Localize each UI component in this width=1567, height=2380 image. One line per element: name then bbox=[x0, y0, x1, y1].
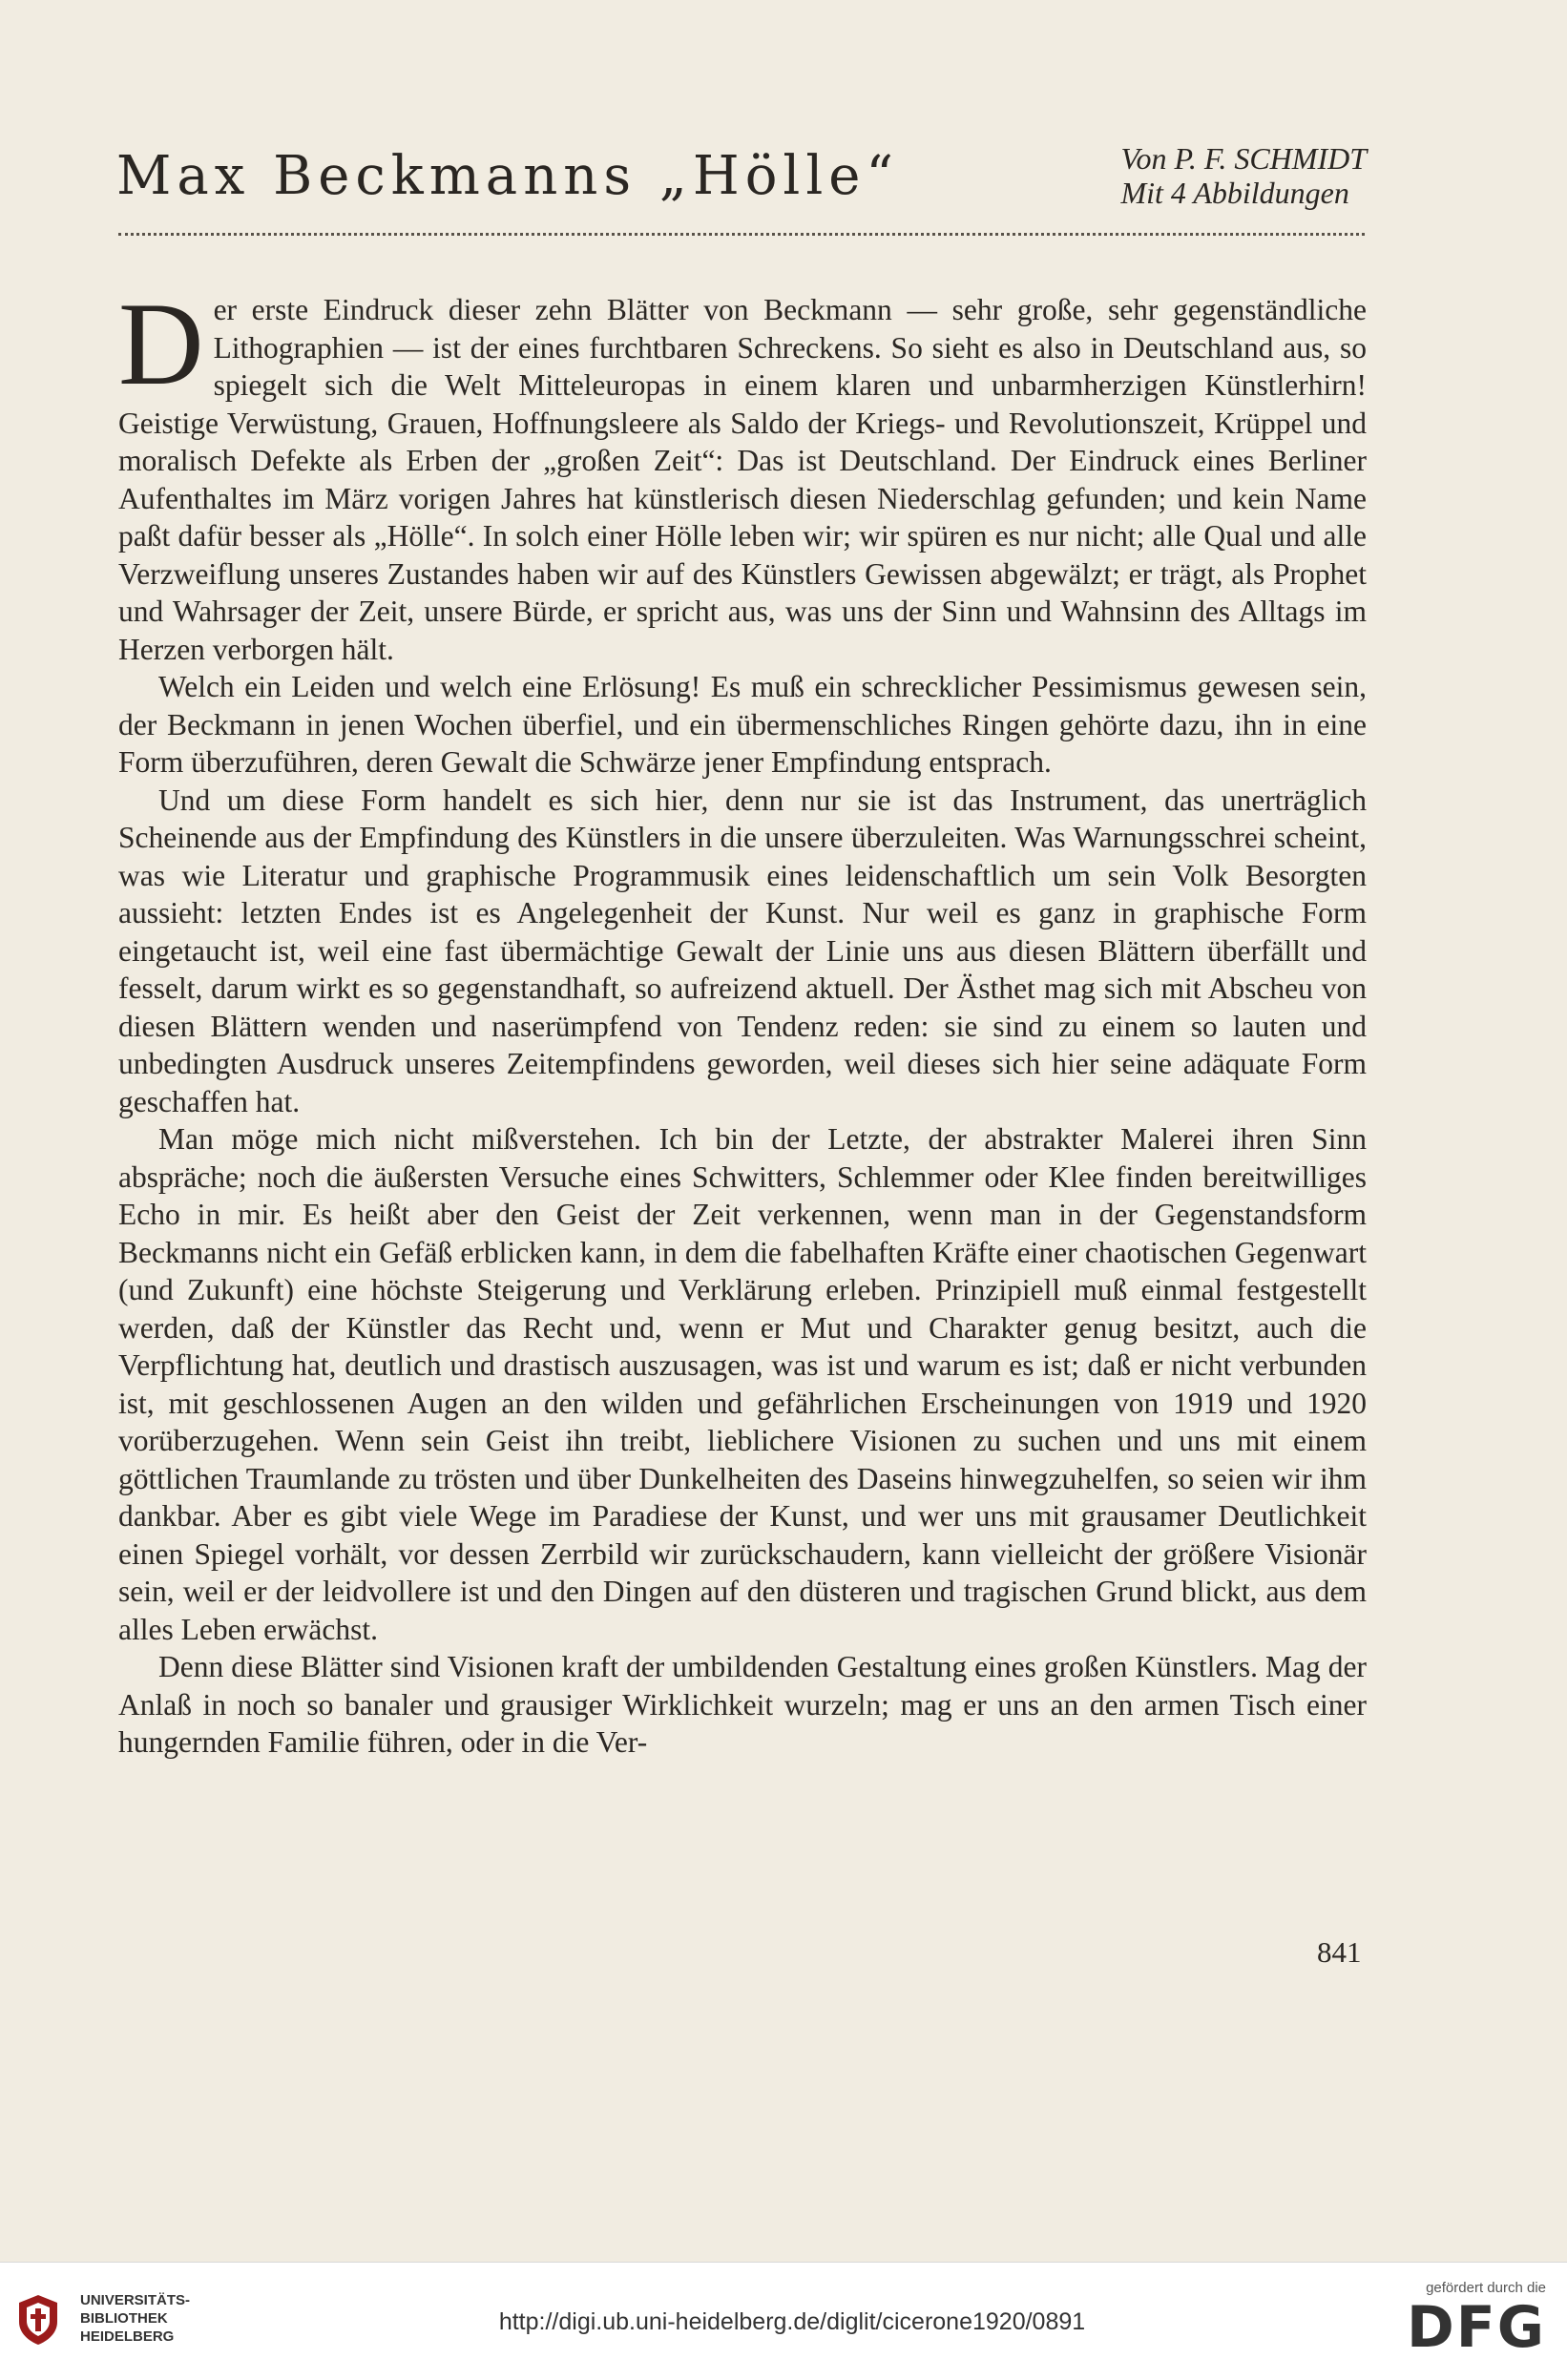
article-title: Max Beckmanns „Hölle“ bbox=[116, 145, 900, 207]
permalink-url[interactable]: http://digi.ub.uni-heidelberg.de/diglit/cicerone1920/0891 bbox=[498, 2308, 1086, 2335]
paragraph-text: er erste Eindruck dieser zehn Blätter von Beckmann — sehr große, sehr gegenständliche Lithographien — ist der eines furchtbaren Schreckens. So sieht es also in Deutschland aus, so spiegelt sich die Welt Mitteleuropas in einem klaren und unbarmherzigen Künstlerhirn! Geistige Verwüstung, Grauen, Hoffnungsleere als Saldo der Kriegs- und Revolutionszeit, Krüppel und moralisch Defekte als Erben der „großen Zeit“: Das ist Deutschland. Der Eindruck eines Berliner Aufenthaltes im März vorigen Jahres hat künstlerisch diesen Niederschlag gefunden; und kein Name paßt dafür besser als „Hölle“. In solch einer Hölle leben wir; wir spüren es nur nicht; alle Qual und alle Verzweiflung unseres Zustandes haben wir auf des Künstlers Gewissen abgewälzt; er trägt, als Prophet und Wahrsager der Zeit, unsere Bürde, er spricht aus, was uns der Sinn und Wahnsinn des Alltags im Herzen verborgen hält. bbox=[118, 293, 1367, 666]
paragraph-2: Welch ein Leiden und welch eine Erlösung! Es muß ein schrecklicher Pessimismus gewesen sein, der Beckmann in jenen Wochen überfiel, und ein übermenschliches Ringen gehörte dazu, ihn in eine Form überzuführen, deren Gewalt die Schwärze jener Empfindung entsprach. bbox=[118, 670, 1367, 779]
page-number: 841 bbox=[1317, 1935, 1362, 1969]
dotted-rule bbox=[118, 233, 1365, 236]
funding-label: gefördert durch die bbox=[1426, 2280, 1546, 2296]
funding-logo[interactable] bbox=[1374, 2280, 1546, 2359]
library-name[interactable]: UNIVERSITÄTS- BIBLIOTHEK HEIDELBERG bbox=[80, 2292, 191, 2345]
library-seal-icon bbox=[15, 2293, 61, 2347]
paragraph-5: Denn diese Blätter sind Visionen kraft der umbildenden Gestaltung eines großen Künstlers. Mag der Anlaß in noch so banaler und grausiger Wirklichkeit wurzeln; mag er uns an den armen Tisch einer hungernden Familie führen, oder in die Ver- bbox=[118, 1650, 1367, 1759]
byline-figures: Mit 4 Abbildungen bbox=[1120, 176, 1349, 210]
article-body bbox=[118, 279, 1367, 1762]
dfg-logo: DFG bbox=[1406, 2294, 1546, 2361]
byline bbox=[1120, 141, 1367, 210]
article-header bbox=[116, 141, 1367, 221]
byline-author: Von P. F. SCHMIDT bbox=[1120, 141, 1367, 176]
paragraph-3: Und um diese Form handelt es sich hier, denn nur sie ist das Instrument, das unerträglich Scheinende aus der Empfindung des Künstlers in die unsere überzuleiten. Was Warnungsschrei scheint, was wie Literatur und graphische Programmusik eines leidenschaftlich um sein Volk Besorgten aussieht: letzten Endes ist es Angelegenheit der Kunst. Nur weil es ganz in graphische Form eingetaucht ist, weil eine fast übermächtige Gewalt der Linie uns aus diesen Blättern überfällt und fesselt, darum wirkt es so gegenstandhaft, so aufreizend aktuell. Der Ästhet mag sich mit Abscheu von diesen Blättern wenden und naserümpfend von Tendenz reden: sie sind zu einem so lauten und unbedingten Ausdruck unseres Zeitempfindens geworden, weil dieses sich hier seine adäquate Form geschaffen hat. bbox=[118, 783, 1367, 1118]
paragraph-1 bbox=[118, 279, 1367, 668]
paragraph-4: Man möge mich nicht mißverstehen. Ich bin der Letzte, der abstrakter Malerei ihren Sinn abspräche; noch die äußersten Versuche eines Schwitters, Schlemmer oder Klee finden bereitwilliges Echo in mir. Es heißt aber den Geist der Zeit verkennen, wenn man in der Gegenstandsform Beckmanns nicht ein Gefäß erblicken kann, in dem die fabelhaften Kräfte einer chaotischen Gegenwart (und Zukunft) eine höchste Steigerung und Verklärung erleben. Prinzipiell muß einmal festgestellt werden, daß der Künstler das Recht und, wenn er Mut und Charakter genug besitzt, auch die Verpflichtung hat, deutlich und drastisch auszusagen, was ist und warum es ist; daß er nicht verbunden ist, mit geschlossenen Augen an den wilden und gefährlichen Erscheinungen von 1919 und 1920 vorüberzugehen. Wenn sein Geist ihn treibt, lieblichere Visionen zu suchen und uns mit einem göttlichen Traumlande zu trösten und über Dunkelheiten des Daseins hinwegzuhelfen, so seien wir ihm dankbar. Aber es gibt viele Wege im Paradiese der Kunst, und wer uns mit grausamer Deutlichkeit einen Spiegel vorhält, vor dessen Zerrbild wir zurückschaudern, kann vielleicht der größere Visionär sein, weil er der leidvollere ist und den Dingen auf den düsteren und tragischen Grund blickt, aus dem alles Leben erwächst. bbox=[118, 1122, 1367, 1646]
drop-cap: D bbox=[118, 279, 204, 409]
digitization-footer bbox=[0, 2262, 1567, 2380]
